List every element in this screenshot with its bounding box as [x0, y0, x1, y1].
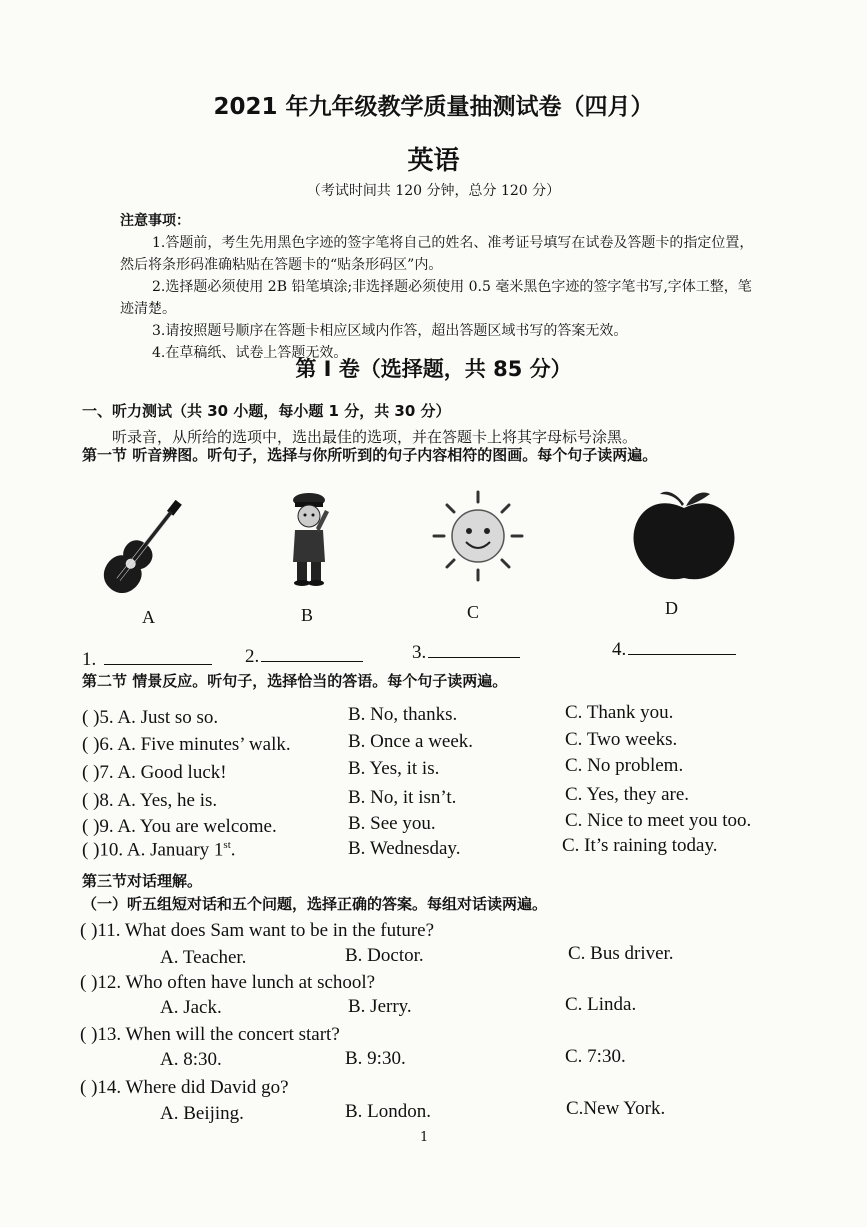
note-item: 4.在草稿纸、试卷上答题无效。 [152, 345, 348, 361]
blank-line [428, 641, 520, 658]
question-9-stem: ( )9. A. You are welcome. [82, 816, 277, 837]
question-6-stem: ( )6. A. Five minutes’ walk. [82, 734, 291, 755]
subject-title: 英语 [407, 146, 460, 176]
question-12-option-a: A. Jack. [160, 997, 222, 1018]
question-5-option-c: C. Thank you. [565, 702, 674, 723]
blank-number: 3. [412, 642, 427, 663]
question-14-option-c: C.New York. [566, 1098, 666, 1119]
part1-instruction: 听录音，从所给的选项中，选出最佳的选项，并在答题卡上将其字母标号涂黑。 [112, 428, 638, 446]
question-10-option-b: B. Wednesday. [348, 838, 461, 859]
blank-line [261, 645, 363, 662]
question-9-option-b: B. See you. [348, 813, 436, 834]
question-11-option-b: B. Doctor. [345, 945, 424, 966]
question-7-option-b: B. Yes, it is. [348, 758, 440, 779]
exam-title: 2021 年九年级教学质量抽测试卷（四月） [213, 94, 654, 120]
section1-heading: 第一节 听音辨图。听句子，选择与你所听到的句子内容相符的图画。每个句子读两遍。 [82, 446, 658, 464]
question-6-option-c: C. Two weeks. [565, 729, 678, 750]
question-10-stem [82, 839, 236, 861]
question-8-option-b: B. No, it isn’t. [348, 787, 457, 808]
blank-number: 2. [245, 646, 260, 667]
notes-block [120, 210, 765, 364]
blank-number: 4. [612, 639, 627, 660]
part1-heading: 一、听力测试（共 30 小题，每小题 1 分，共 30 分） [82, 402, 451, 420]
question-10-period: . [230, 839, 236, 861]
section3-heading: 第三节对话理解。 [82, 872, 203, 890]
question-7-option-c: C. No problem. [565, 755, 684, 776]
question-12-stem: ( )12. Who often have lunch at school? [80, 972, 376, 993]
question-9-option-c: C. Nice to meet you too. [565, 810, 752, 831]
question-5-option-b: B. No, thanks. [348, 704, 458, 725]
police-officer-icon [283, 490, 335, 586]
question-13-option-b: B. 9:30. [345, 1048, 406, 1069]
apple-icon [630, 484, 738, 584]
ordinal-suffix: st [223, 839, 231, 851]
picture-label: D [665, 598, 678, 618]
question-12-option-c: C. Linda. [565, 994, 637, 1015]
question-10-option-c: C. It’s raining today. [562, 835, 718, 856]
notes-heading: 注意事项： [120, 213, 190, 229]
question-13-stem: ( )13. When will the concert start? [80, 1024, 340, 1045]
question-12-option-b: B. Jerry. [348, 996, 412, 1017]
question-13-option-a: A. 8:30. [160, 1049, 222, 1070]
note-item: 3.请按照题号顺序在答题卡相应区域内作答，超出答题区域书写的答案无效。 [152, 323, 628, 339]
question-5-stem: ( )5. A. Just so so. [82, 707, 219, 728]
sun-icon [428, 490, 528, 582]
volume-title: 第 I 卷（选择题，共 85 分） [295, 357, 572, 381]
question-14-option-a: A. Beijing. [160, 1103, 244, 1124]
exam-info: （考试时间共 120 分钟，总分 120 分） [306, 183, 561, 199]
question-8-option-c: C. Yes, they are. [565, 784, 690, 805]
answer-blank-4[interactable] [612, 638, 736, 661]
picture-label: C [467, 602, 480, 622]
question-6-option-b: B. Once a week. [348, 731, 474, 752]
question-10-text: ( )10. A. January 1 [82, 839, 224, 861]
question-11-option-c: C. Bus driver. [568, 943, 674, 964]
note-item: 2.选择题必须使用 2B 铅笔填涂;非选择题必须使用 0.5 毫米黑色字迹的签字笔书写,字体工整，笔迹清楚。 [120, 279, 752, 317]
guitar-icon [98, 488, 188, 608]
answer-blank-2[interactable] [245, 645, 363, 668]
answer-blank-1[interactable] [82, 648, 212, 671]
question-14-option-b: B. London. [345, 1101, 432, 1122]
question-11-stem: ( )11. What does Sam want to be in the future? [80, 920, 435, 941]
question-8-stem: ( )8. A. Yes, he is. [82, 790, 218, 811]
blank-line [104, 648, 212, 665]
page-number: 1 [420, 1130, 429, 1145]
question-14-stem: ( )14. Where did David go? [80, 1077, 289, 1098]
section3-subheading: （一）听五组短对话和五个问题，选择正确的答案。每组对话读两遍。 [82, 895, 548, 913]
picture-label: A [142, 607, 155, 627]
note-item: 1.答题前，考生先用黑色字迹的签字笔将自己的姓名、准考证号填写在试卷及答题卡的指定位置，然后将条形码准确粘贴在答题卡的“贴条形码区”内。 [120, 235, 754, 273]
section2-heading: 第二节 情景反应。听句子，选择恰当的答语。每个句子读两遍。 [82, 672, 508, 690]
blank-line [628, 638, 736, 655]
question-13-option-c: C. 7:30. [565, 1046, 626, 1067]
answer-blank-3[interactable] [412, 641, 520, 664]
question-7-stem: ( )7. A. Good luck! [82, 762, 227, 783]
picture-label: B [301, 605, 314, 625]
blank-number: 1. [82, 649, 97, 670]
question-11-option-a: A. Teacher. [160, 947, 247, 968]
